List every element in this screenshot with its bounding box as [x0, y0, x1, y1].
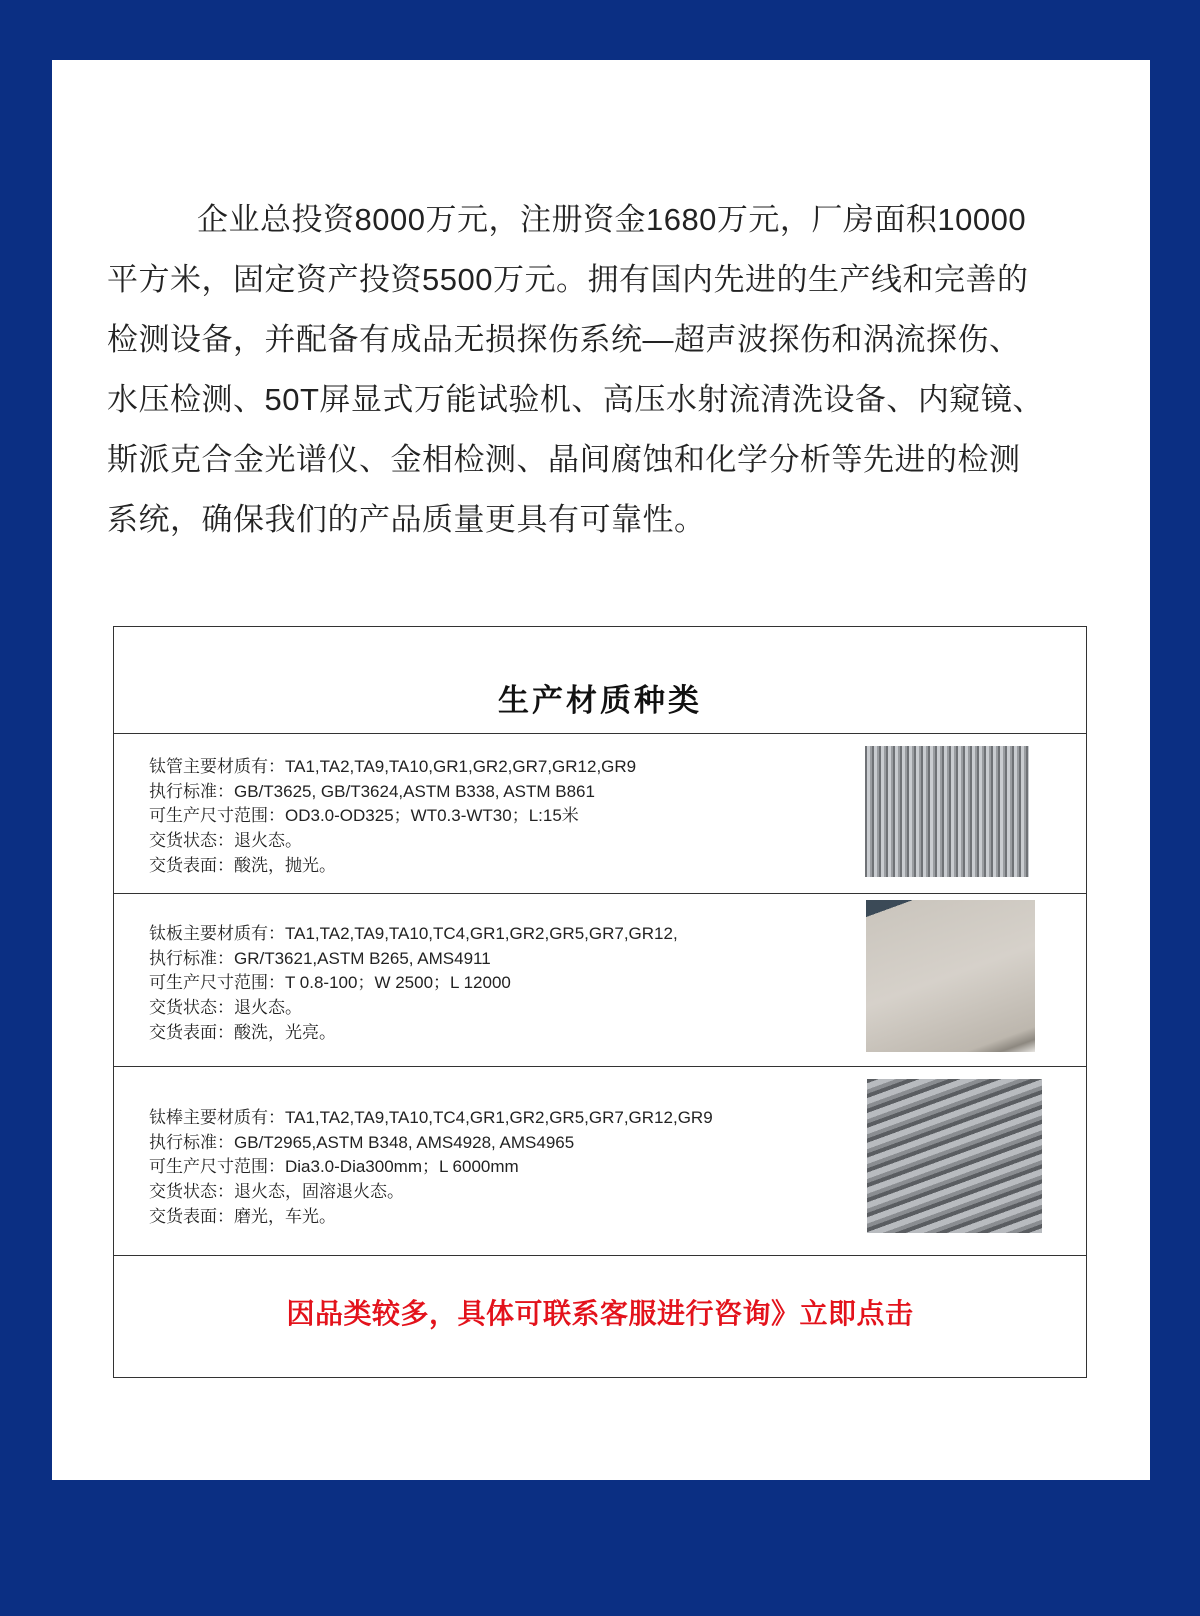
spec-line: 执行标准：GB/T3625, GB/T3624,ASTM B338, ASTM B861	[149, 781, 595, 801]
spec-line: 交货表面：酸洗，光亮。	[149, 1022, 336, 1042]
intro-line: 系统，确保我们的产品质量更具有可靠性。	[107, 502, 706, 537]
titanium-tube-photo	[865, 746, 1029, 877]
intro-line: 检测设备，并配备有成品无损探伤系统—超声波探伤和涡流探伤、	[107, 322, 1021, 357]
table-title-row	[114, 627, 1086, 734]
spec-line: 可生产尺寸范围：Dia3.0-Dia300mm；L 6000mm	[149, 1157, 519, 1177]
spec-line: 交货状态：退火态，固溶退火态。	[149, 1182, 404, 1202]
titanium-plate-photo	[866, 900, 1035, 1052]
spec-line: 交货表面：酸洗，抛光。	[149, 855, 336, 875]
contact-service-link[interactable]: 因品类较多，具体可联系客服进行咨询》立即点击	[286, 1298, 914, 1329]
spec-line: 可生产尺寸范围：OD3.0-OD325；WT0.3-WT30；L:15米	[149, 806, 579, 826]
spec-line: 交货状态：退火态。	[149, 998, 302, 1018]
spec-line: 交货表面：磨光，车光。	[149, 1206, 336, 1226]
intro-line: 企业总投资8000万元，注册资金1680万元，厂房面积10000	[197, 202, 1027, 237]
spec-list	[149, 922, 678, 1046]
intro-line: 水压检测、50T屏显式万能试验机、高压水射流清洗设备、内窥镜、	[107, 382, 1044, 417]
company-intro-paragraph	[107, 190, 1117, 550]
spec-line: 钛管主要材质有：TA1,TA2,TA9,TA10,GR1,GR2,GR7,GR12,GR9	[149, 757, 637, 776]
table-row-titanium-plate	[114, 894, 1086, 1067]
spec-line: 执行标准：GR/T3621,ASTM B265, AMS4911	[149, 948, 491, 968]
table-row-titanium-bar	[114, 1067, 1086, 1256]
table-title: 生产材质种类	[498, 683, 702, 718]
titanium-bar-photo	[867, 1079, 1042, 1233]
materials-table	[113, 626, 1087, 1378]
spec-line: 钛棒主要材质有：TA1,TA2,TA9,TA10,TC4,GR1,GR2,GR5,GR7,GR12,GR9	[149, 1108, 713, 1127]
table-footer-row	[114, 1256, 1086, 1377]
spec-list	[149, 1106, 713, 1230]
spec-line: 可生产尺寸范围：T 0.8-100；W 2500；L 12000	[149, 973, 511, 993]
spec-line: 钛板主要材质有：TA1,TA2,TA9,TA10,TC4,GR1,GR2,GR5,GR7,GR12,	[149, 924, 678, 943]
table-row-titanium-tube	[114, 734, 1086, 894]
spec-list	[149, 755, 636, 879]
intro-line: 斯派克合金光谱仪、金相检测、晶间腐蚀和化学分析等先进的检测	[107, 442, 1021, 477]
spec-line: 执行标准：GB/T2965,ASTM B348, AMS4928, AMS4965	[149, 1132, 575, 1152]
intro-line: 平方米，固定资产投资5500万元。拥有国内先进的生产线和完善的	[107, 262, 1029, 297]
spec-line: 交货状态：退火态。	[149, 831, 302, 851]
